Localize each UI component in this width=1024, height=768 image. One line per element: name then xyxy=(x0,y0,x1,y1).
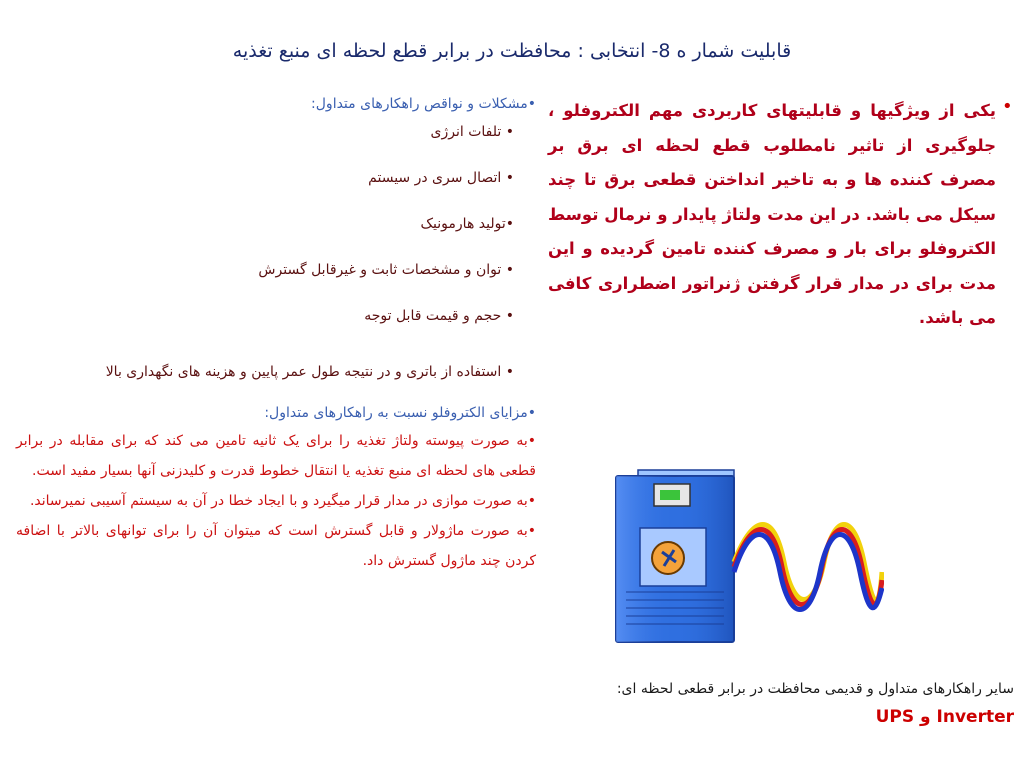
problem-item: • تلفات انرژی xyxy=(430,124,514,140)
advantages-title: •مزایای الکتروفلو نسبت به راهکارهای متداول: xyxy=(264,405,536,421)
device-caption xyxy=(600,675,1014,732)
problems-title: •مشکلات و نواقص راهکارهای متداول: xyxy=(311,96,536,112)
ups-device-icon xyxy=(604,462,884,652)
problems-list xyxy=(16,120,536,394)
caption-strong: Inverter و UPS xyxy=(875,707,1014,727)
intro-paragraph: یکی از ویژگیها و قابلیتهای کاربردی مهم الکتروفلو ، جلوگیری از تاثیر نامطلوب قطع لحظه ای برق بر مصرف کننده ها و به تاخیر انداختن قطعی برق تا چند سیکل می باشد. در این مدت ولتاژ پایدار و نرمال توسط الکتروفلو برای بار و مصرف کننده تامین گردیده و این مدت برای در مدار قرار گرفتن ژنراتور اضطراری کافی می باشد. xyxy=(548,101,996,327)
problem-item: •تولید هارمونیک xyxy=(420,216,514,232)
advantage-item: •به صورت موازی در مدار قرار میگیرد و با ایجاد خطا در آن به سیستم آسیبی نمیرساند. xyxy=(29,493,536,509)
caption-text: سایر راهکارهای متداول و قدیمی محافظت در برابر قطعی لحظه ای: xyxy=(616,681,1014,697)
problem-item: • حجم و قیمت قابل توجه xyxy=(364,308,514,324)
left-column xyxy=(16,92,536,576)
slide-title: قابلیت شمار ه 8- انتخابی : محافظت در برابر قطع لحظه ای منبع تغذیه xyxy=(232,40,792,62)
problem-item: • استفاده از باتری و در نتیجه طول عمر پایین و هزینه های نگهداری بالا xyxy=(105,364,514,380)
problem-item: • توان و مشخصات ثابت و غیرقابل گسترش xyxy=(258,262,514,278)
advantage-item: •به صورت ماژولار و قابل گسترش است که میتوان آن را برای توانهای بالاتر با اضافه کردن چند ماژول گسترش داد. xyxy=(16,523,536,569)
problem-item: • اتصال سری در سیستم xyxy=(368,170,514,186)
advantage-item: •به صورت پیوسته ولتاژ تغذیه را برای یک ثانیه تامین می کند که برای مقابله در برابر قطعی های لحظه ای منبع تغذیه یا انتقال خطوط قدرت و کلیدزنی آنها بسیار مفید است. xyxy=(16,433,536,479)
right-bullet: • xyxy=(1002,96,1013,117)
